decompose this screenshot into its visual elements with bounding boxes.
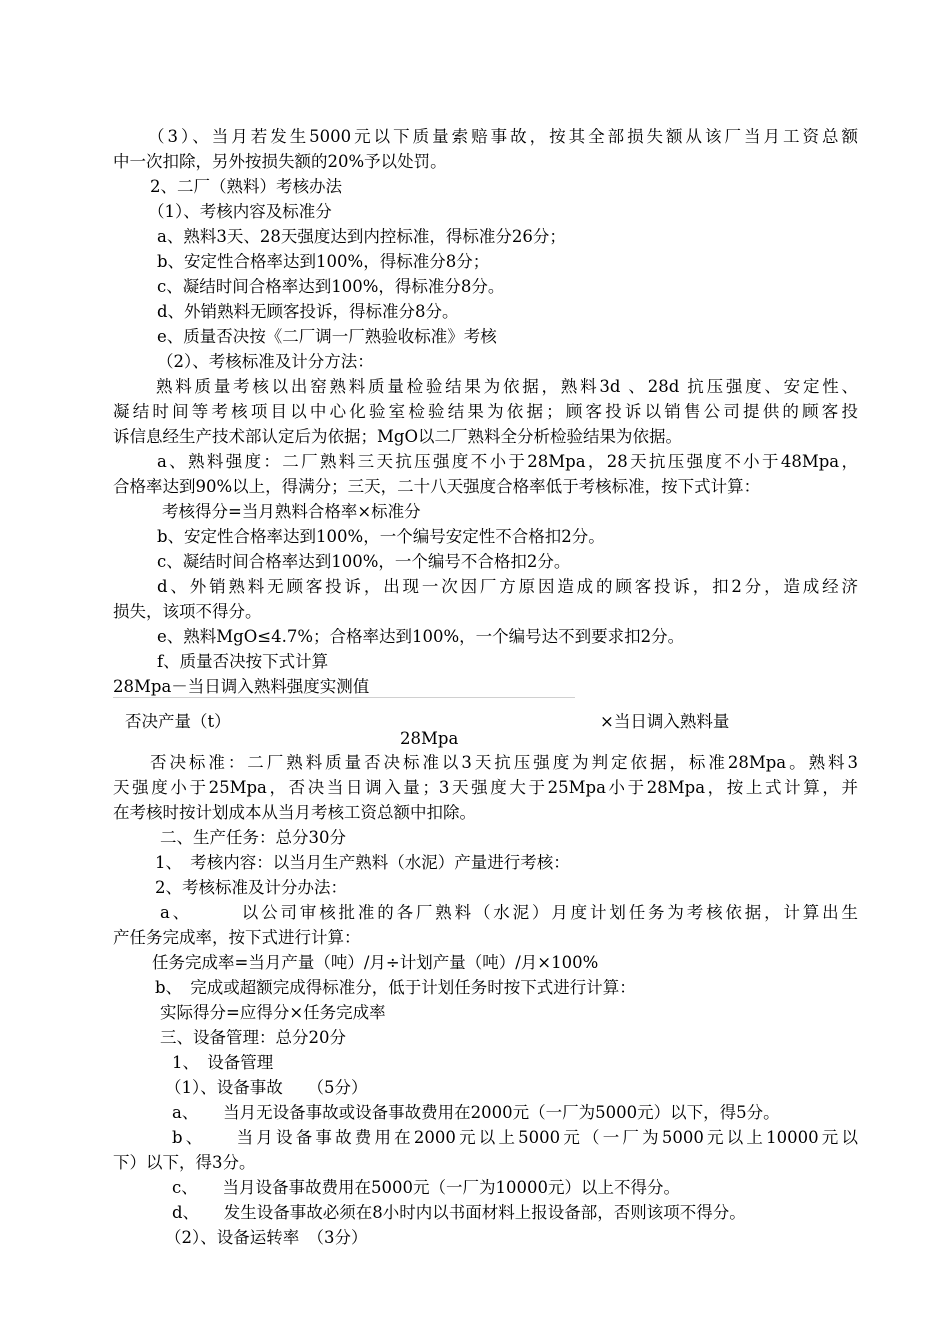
formula-line: 任务完成率=当月产量（吨）/月÷计划产量（吨）/月×100%	[152, 953, 599, 972]
paragraph-line: 诉信息经生产技术部认定后为依据；MgO以二厂熟料全分析检验结果为依据。	[113, 427, 682, 446]
paragraph-line: 损失，该项不得分。	[113, 602, 262, 621]
paragraph-line: 在考核时按计划成本从当月考核工资总额中扣除。	[113, 803, 476, 822]
fraction-bar	[113, 697, 575, 698]
list-item: b、安定性合格率达到100%，得标准分8分；	[157, 252, 490, 271]
formula-denominator: 28Mpa	[400, 729, 459, 748]
list-item: a、 当月无设备事故或设备事故费用在2000元（一厂为5000元）以下，得5分。	[172, 1103, 780, 1122]
paragraph-line: （3）、当月若发生5000元以下质量索赔事故，按其全部损失额从该厂当月工资总额	[148, 127, 858, 146]
formula-numerator: 28Mpa－当日调入熟料强度实测值	[113, 677, 370, 696]
list-item: d、外销熟料无顾客投诉，出现一次因厂方原因造成的顾客投诉，扣2分，造成经济	[157, 577, 858, 596]
section-heading: 三、设备管理：总分20分	[160, 1028, 346, 1047]
paragraph-line: 合格率达到90%以上，得满分；三天，二十八天强度合格率低于考核标准，按下式计算：	[113, 477, 761, 496]
list-item: 2、考核标准及计分办法：	[155, 878, 347, 897]
subsection-heading: （2）、设备运转率 （3分）	[165, 1228, 368, 1247]
list-item: f、质量否决按下式计算	[157, 652, 329, 671]
paragraph-line: 中一次扣除，另外按损失额的20%予以处罚。	[113, 152, 447, 171]
paragraph-line: 否决标准：二厂熟料质量否决标准以3天抗压强度为判定依据，标准28Mpa。熟料3	[150, 753, 858, 772]
formula-label: 否决产量（t）	[125, 712, 231, 731]
subsection-heading: （1）、考核内容及标准分	[148, 202, 332, 221]
list-item: e、熟料MgO≤4.7%；合格率达到100%，一个编号达不到要求扣2分。	[157, 627, 685, 646]
list-item: c、凝结时间合格率达到100%，一个编号不合格扣2分。	[157, 552, 571, 571]
subsection-heading: （2）、考核标准及计分方法：	[157, 352, 374, 371]
list-item: d、外销熟料无顾客投诉，得标准分8分。	[157, 302, 459, 321]
list-item: b、安定性合格率达到100%，一个编号安定性不合格扣2分。	[157, 527, 605, 546]
list-item: a、熟料3天、28天强度达到内控标准，得标准分26分；	[157, 227, 566, 246]
formula-line: 实际得分=应得分×任务完成率	[160, 1003, 386, 1022]
formula-line: 考核得分=当月熟料合格率×标准分	[162, 502, 421, 521]
paragraph-line: 天强度小于25Mpa，否决当日调入量；3天强度大于25Mpa小于28Mpa，按上式计算，并	[113, 778, 858, 797]
section-heading: 二、生产任务：总分30分	[160, 828, 346, 847]
paragraph-line: 产任务完成率，按下式进行计算：	[113, 928, 361, 947]
subsection-heading: 1、 设备管理	[172, 1053, 274, 1072]
formula-multiplier: ×当日调入熟料量	[600, 712, 730, 731]
list-item: e、质量否决按《二厂调一厂熟验收标准》考核	[157, 327, 497, 346]
list-item: b、 当月设备事故费用在2000元以上5000元（一厂为5000元以上10000元以	[172, 1128, 858, 1147]
list-item: c、 当月设备事故费用在5000元（一厂为10000元）以上不得分。	[172, 1178, 680, 1197]
list-item: d、 发生设备事故必须在8小时内以书面材料上报设备部，否则该项不得分。	[172, 1203, 746, 1222]
list-item: b、 完成或超额完成得标准分，低于计划任务时按下式进行计算：	[155, 978, 636, 997]
section-heading: 2、二厂（熟料）考核办法	[150, 177, 342, 196]
list-item: a、熟料强度：二厂熟料三天抗压强度不小于28Mpa，28天抗压强度不小于48Mpa，	[157, 452, 858, 471]
paragraph-line: 熟料质量考核以出窑熟料质量检验结果为依据，熟料3d 、28d 抗压强度、安定性、	[156, 377, 858, 396]
list-item: a、 以公司审核批准的各厂熟料（水泥）月度计划任务为考核依据，计算出生	[160, 903, 858, 922]
list-item: c、凝结时间合格率达到100%，得标准分8分。	[157, 277, 505, 296]
list-item: 1、 考核内容：以当月生产熟料（水泥）产量进行考核：	[155, 853, 570, 872]
paragraph-line: 下）以下，得3分。	[113, 1153, 256, 1172]
subsection-heading: （1）、设备事故 （5分）	[165, 1078, 368, 1097]
paragraph-line: 凝结时间等考核项目以中心化验室检验结果为依据；顾客投诉以销售公司提供的顾客投	[113, 402, 858, 421]
